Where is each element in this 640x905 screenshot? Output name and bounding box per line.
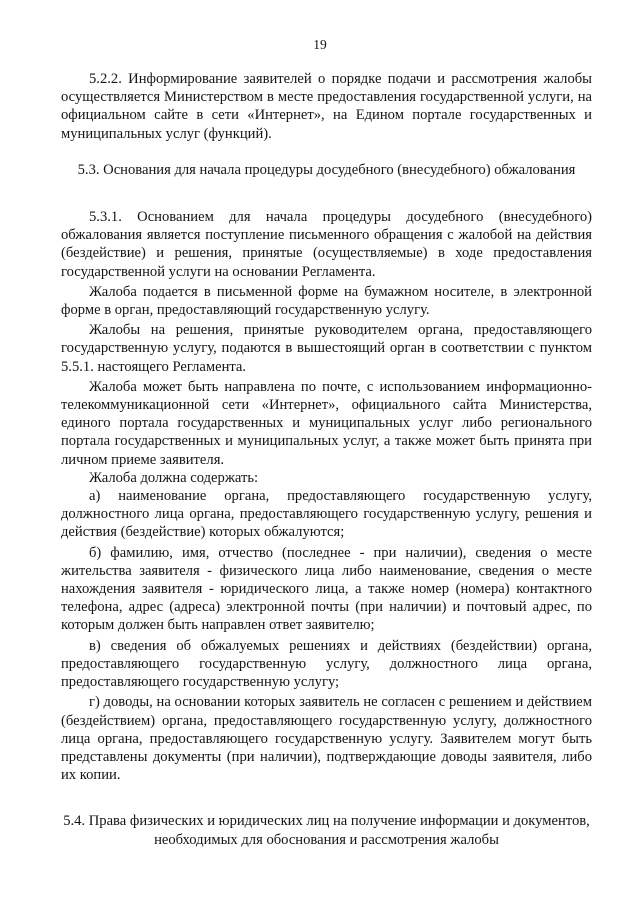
paragraph-complaint-form: Жалоба подается в письменной форме на бумажном носителе, в электронной форме в орган, предоставляющий государственную услугу.: [61, 283, 592, 319]
list-item-g: г) доводы, на основании которых заявитель не согласен с решением и действием (бездействием) органа, предоставляющего государственную услугу, должностного лица органа, предоставляющего государственную услугу. Заявителем могут быть представлены документы (при наличии), подтверждающие доводы заявителя, либо их копии.: [61, 694, 592, 784]
paragraph-5-2-2: 5.2.2. Информирование заявителей о порядке подачи и рассмотрения жалобы осуществляется Министерством в месте предоставления государственной услуги, на официальном сайте в сети «Интернет», на Едином портале государственных и муниципальных услуг (функций).: [61, 71, 592, 142]
list-item-b: б) фамилию, имя, отчество (последнее - при наличии), сведения о месте жительства заявителя - физического лица либо наименование, сведения о месте нахождения заявителя - юридического лица, а также номер (номера) контактного телефона, адрес (адреса) электронной почты (при наличии) и почтовый адрес, по которым должен быть направлен ответ заявителю;: [61, 544, 592, 634]
page-number: 19: [313, 37, 327, 52]
section-heading-5-3-text: 5.3. Основания для начала процедуры досудебного (внесудебного) обжалования: [77, 161, 576, 178]
list-item-v: в) сведения об обжалуемых решениях и действиях (бездействии) органа, предоставляющего государственную услугу, должностного лица органа, предоставляющего государственную услугу;: [61, 637, 592, 691]
section-heading-5-4-text: 5.4. Права физических и юридических лиц на получение информации и документов, необходимых для обоснования и рассмотрения жалобы: [63, 813, 590, 848]
paragraph-5-3-1: 5.3.1. Основанием для начала процедуры досудебного (внесудебного) обжалования является поступление письменного обращения с жалобой на действия (бездействие) и решения, принятые (осуществляемые) в ходе предоставления государственной услуги на основании Регламента.: [61, 209, 592, 280]
paragraph-complaint-head: Жалобы на решения, принятые руководителем органа, предоставляющего государственную услугу, подаются в вышестоящий орган в соответствии с пунктом 5.5.1. настоящего Регламента.: [61, 322, 592, 375]
list-item-a: а) наименование органа, предоставляющего государственную услугу, должностного лица органа, предоставляющего государственную услугу, решения и действия (бездействие) которых обжалуются;: [61, 488, 592, 541]
section-heading-5-4: [61, 812, 592, 848]
paragraph-complaint-contents: Жалоба должна содержать:: [89, 469, 259, 486]
paragraph-complaint-channels: Жалоба может быть направлена по почте, с использованием информационно-телекоммуникационной сети «Интернет», официального сайта Министерства, единого портала государственных и муниципальных услуг либо регионального портала государственных и муниципальных услуг, а также может быть принята при личном приеме заявителя.: [61, 378, 592, 468]
document-body: [61, 70, 592, 849]
section-heading-5-3: [61, 161, 592, 179]
